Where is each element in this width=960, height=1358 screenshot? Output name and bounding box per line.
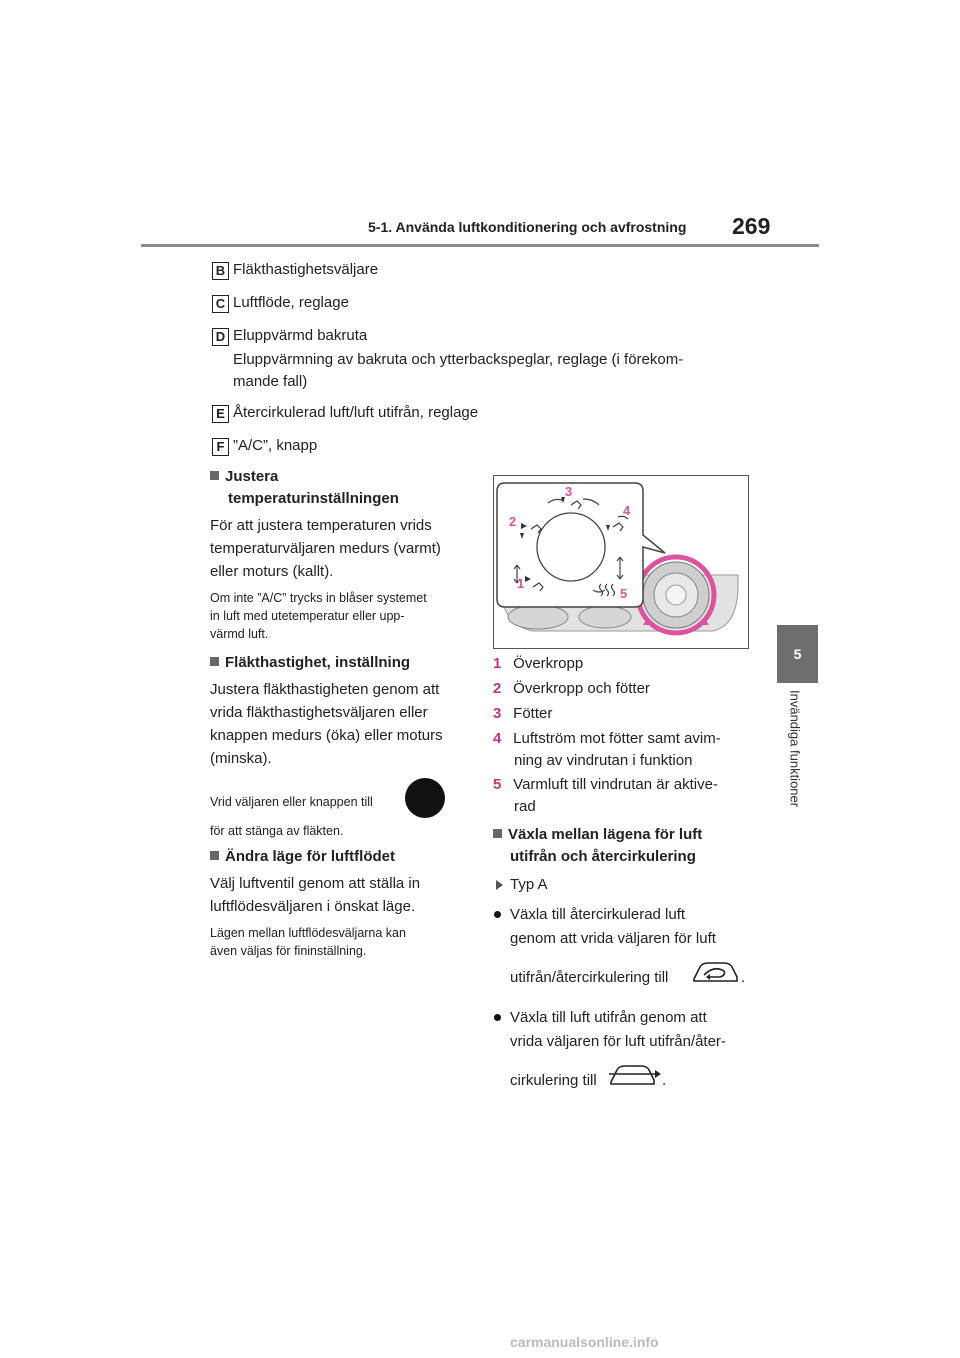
mode-text-3: Fötter (513, 705, 553, 722)
temp-heading-line-2: temperaturinställningen (228, 490, 399, 507)
square-bullet-icon (210, 851, 219, 860)
mode-text-5b: rad (514, 798, 536, 815)
mode-text-4b: ning av vindrutan i funktion (514, 752, 693, 769)
diagram-label-1: 1 (517, 576, 525, 591)
mode-num-1: 1 (493, 655, 502, 672)
recirc-heading (493, 824, 702, 846)
diagram-label-5: 5 (620, 586, 628, 601)
temp-body-3: eller moturs (kallt). (210, 563, 334, 580)
item-text-b: Fläkthastighetsväljare (233, 261, 379, 278)
temp-note-2: in luft med utetemperatur eller upp- (210, 609, 405, 623)
mode-text-4a: Luftström mot fötter samt avim- (513, 730, 721, 747)
bullet2-line-3: cirkulering till (510, 1072, 597, 1089)
temp-body-1: För att justera temperaturen vrids (210, 517, 432, 534)
item-text-f: ”A/C”, knapp (233, 437, 318, 454)
bullet2-line-2: vrida väljaren för luft utifrån/åter- (510, 1033, 726, 1050)
flow-heading-text: Ändra läge för luftflödet (225, 848, 395, 865)
diagram-label-2: 2 (509, 514, 517, 529)
bullet1-line-2: genom att vrida väljaren för luft (510, 930, 716, 947)
bullet-icon (494, 911, 501, 918)
mode-4 (493, 727, 721, 750)
temp-note-3: värmd luft. (210, 627, 269, 641)
outside-air-icon (607, 1060, 663, 1088)
mode-num-5: 5 (493, 776, 502, 793)
temp-body-2: temperaturväljaren medurs (varmt) (210, 540, 441, 557)
item-letter-f: F (212, 438, 229, 456)
bullet2-period: . (662, 1072, 667, 1089)
header-divider (141, 244, 819, 247)
page-number: 269 (732, 213, 771, 239)
mode-text-2: Överkropp och fötter (513, 680, 650, 697)
diagram-label-4: 4 (623, 503, 631, 518)
fan-heading-text: Fläkthastighet, inställning (225, 654, 411, 671)
item-text-d: Eluppvärmd bakruta (233, 327, 368, 344)
mode-1 (493, 652, 583, 675)
item-letter-b: B (212, 262, 229, 280)
airflow-dial-diagram (493, 475, 749, 649)
triangle-bullet-icon (496, 880, 503, 890)
item-letter-e: E (212, 405, 229, 423)
bullet1-period: . (741, 969, 746, 986)
bullet1-line-1: Växla till återcirkulerad luft (510, 906, 686, 923)
item-letter-d: D (212, 328, 229, 346)
bullet1-line-3: utifrån/återcirkulering till (510, 969, 669, 986)
temp-note-1: Om inte ”A/C” trycks in blåser systemet (210, 591, 427, 605)
fan-note-2: för att stänga av fläkten. (210, 824, 344, 838)
flow-note-1: Lägen mellan luftflödesväljarna kan (210, 926, 406, 940)
mode-5 (493, 773, 718, 796)
type-label: Typ A (510, 876, 548, 893)
square-bullet-icon (210, 471, 219, 480)
square-bullet-icon (493, 829, 502, 838)
recirc-heading-1: Växla mellan lägena för luft (508, 826, 703, 843)
fan-body-3: knappen medurs (öka) eller moturs (210, 727, 443, 744)
chapter-label-text: Invändiga funktioner (787, 690, 803, 808)
square-bullet-icon (210, 657, 219, 666)
temp-heading-line-1: Justera (225, 468, 279, 485)
flow-body-2: luftflödesväljaren i önskat läge. (210, 898, 416, 915)
flow-body-1: Välj luftventil genom att ställa in (210, 875, 421, 892)
mode-num-4: 4 (493, 730, 502, 747)
section-title: 5-1. Använda luftkonditionering och avfrostning (368, 219, 687, 235)
temp-heading (210, 466, 278, 488)
fan-note-1: Vrid väljaren eller knappen till (210, 795, 373, 809)
mode-text-1: Överkropp (513, 655, 584, 672)
mode-num-2: 2 (493, 680, 502, 697)
flow-note-2: även väljas för fininställning. (210, 944, 367, 958)
fan-body-4: (minska). (210, 750, 272, 767)
mode-text-5a: Varmluft till vindrutan är aktive- (513, 776, 718, 793)
fan-body-1: Justera fläkthastigheten genom att (210, 681, 440, 698)
diagram-label-3: 3 (565, 484, 573, 499)
item-text-c: Luftflöde, reglage (233, 294, 349, 311)
watermark: carmanualsonline.info (510, 1334, 659, 1350)
item-text-e: Återcirkulerad luft/luft utifrån, reglage (233, 404, 479, 421)
chapter-label (760, 690, 830, 840)
fan-body-2: vrida fläkthastighetsväljaren eller (210, 704, 428, 721)
fan-off-icon (405, 778, 445, 818)
item-sub-d-2: mande fall) (233, 373, 308, 390)
mode-2 (493, 677, 650, 700)
bullet-icon (494, 1014, 501, 1021)
flow-heading (210, 846, 395, 868)
bullet2-line-1: Växla till luft utifrån genom att (510, 1009, 707, 1026)
item-sub-d-1: Eluppvärmning av bakruta och ytterbackspeglar, reglage (i förekom- (233, 351, 684, 368)
item-letter-c: C (212, 295, 229, 313)
mode-3 (493, 702, 552, 725)
recirc-heading-2: utifrån och återcirkulering (510, 848, 696, 865)
mode-num-3: 3 (493, 705, 502, 722)
recirculation-icon (690, 957, 740, 987)
chapter-tab: 5 (777, 625, 818, 683)
fan-heading (210, 652, 410, 674)
